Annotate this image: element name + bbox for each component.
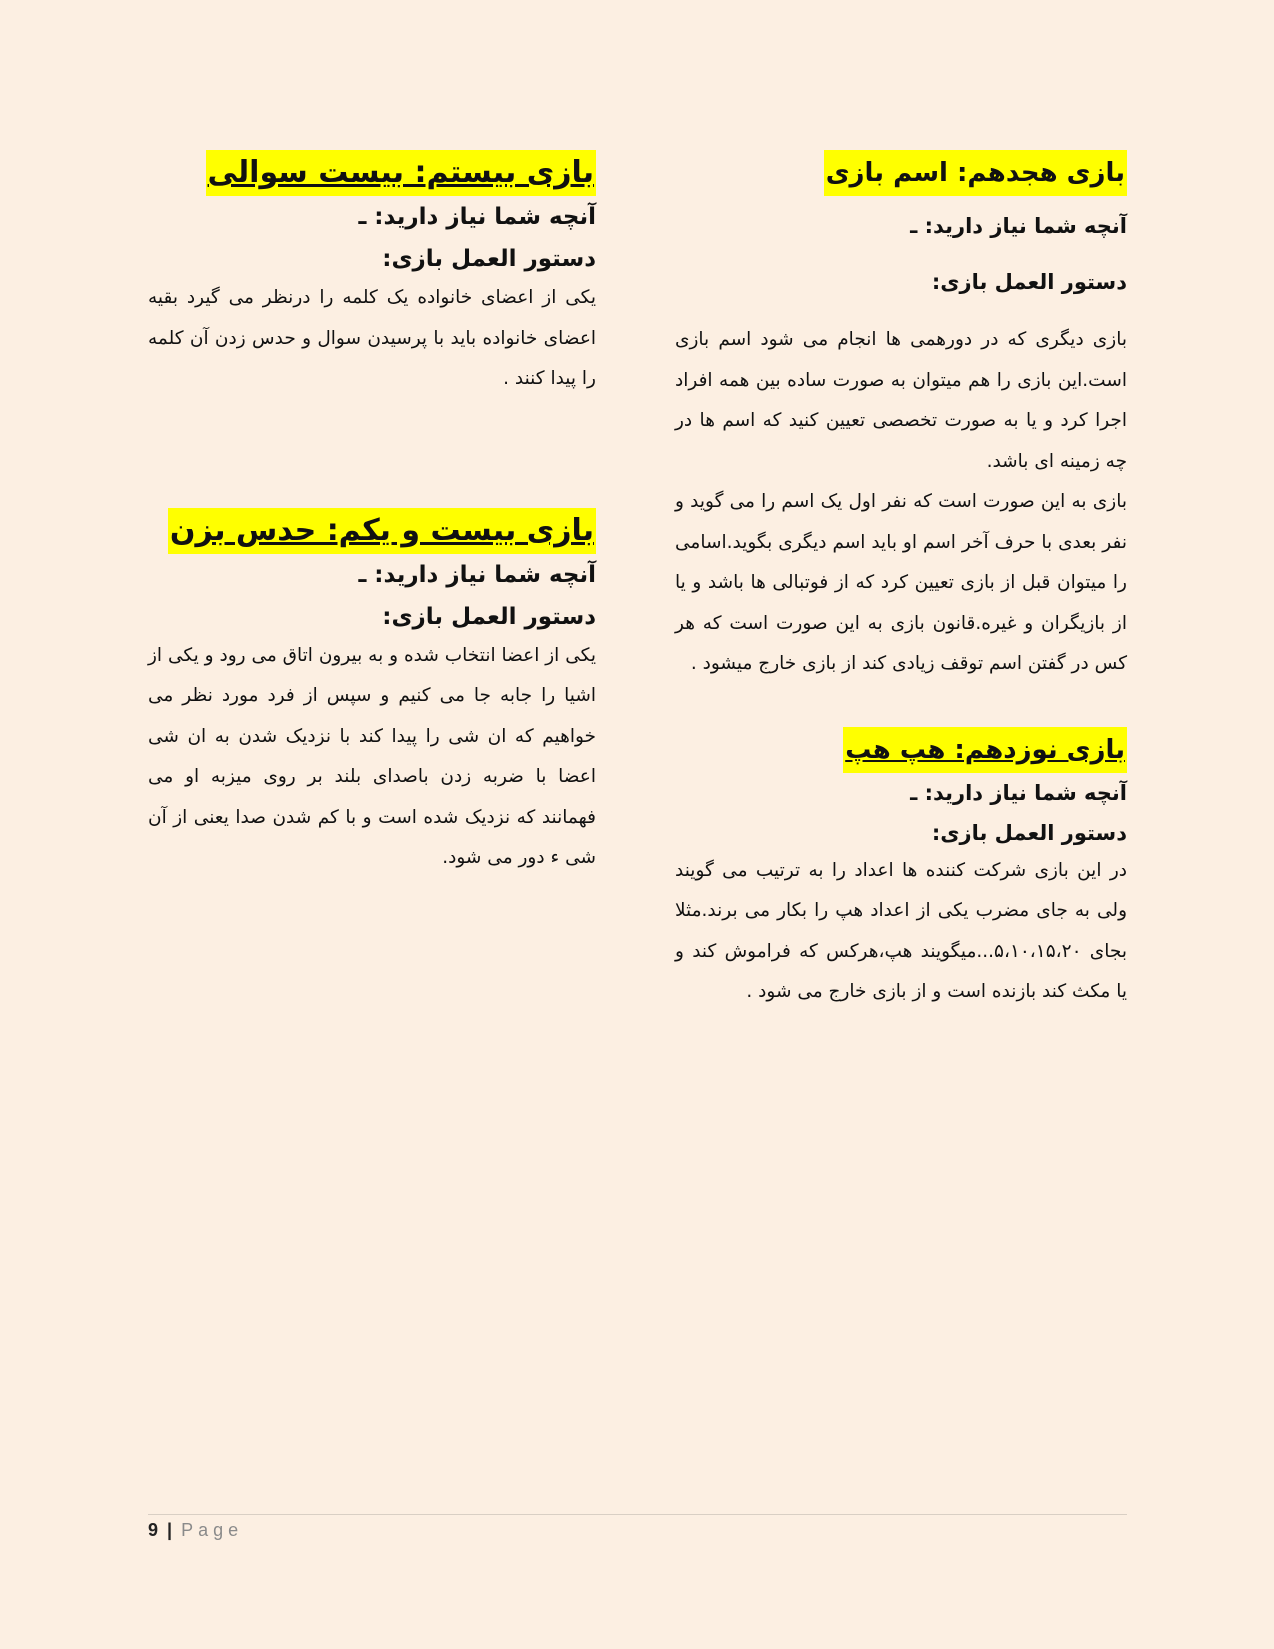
game-20-body: یکی از اعضای خانواده یک کلمه را درنظر می گیرد بقیه اعضای خانواده باید با پرسیدن سوال و حدس زدن آن کلمه را پیدا کنند .: [148, 287, 596, 389]
page-number: 9: [148, 1520, 159, 1540]
game-18-title: بازی هجدهم: اسم بازی: [824, 150, 1127, 196]
game-20-section: [148, 150, 596, 400]
game-19-title: بازی نوزدهم: هپ هپ: [843, 727, 1127, 773]
game-21-rules-label: دستور العمل بازی:: [382, 603, 596, 630]
game-18-needs: آنچه شما نیاز دارید: ـ: [910, 214, 1127, 238]
page-label: Page: [181, 1520, 244, 1540]
game-19-needs: آنچه شما نیاز دارید: ـ: [910, 780, 1127, 805]
game-18-body: بازی دیگری که در دورهمی ها انجام می شود اسم بازی است.این بازی را هم میتوان به صورت ساده بین همه افراد اجرا کرد و یا به صورت تخصصی تعیین کنید که اسم ها در چه زمینه ای باشد.: [675, 329, 1127, 472]
game-19-rules-label: دستور العمل بازی:: [931, 820, 1127, 845]
left-column: [148, 150, 596, 879]
game-20-rules-label: دستور العمل بازی:: [382, 246, 596, 272]
game-18-body-2: بازی به این صورت است که نفر اول یک اسم را می گوید و نفر بعدی با حرف آخر اسم او باید اسم دیگری بگوید.اسامی را میتوان قبل از بازی تعیین کرد که از فوتبالی ها باشد و یا از بازیگران و غیره.قانون بازی به این صورت است که هر کس در گفتن اسم توقف زیادی کند از بازی خارج میشود .: [675, 491, 1127, 674]
game-18-rules-label: دستور العمل بازی:: [931, 270, 1127, 294]
game-21-body: یکی از اعضا انتخاب شده و به بیرون اتاق می رود و یکی از اشیا را جابه جا می کنیم و سپس از فرد مورد نظر می خواهیم که ان شی را پیدا کند با نزدیک شدن به ان شی اعضا با ضربه زدن باصدای بلند بر روی میزبه او می فهمانند که نزدیک شده است و با کم شدن صدا یعنی از آن شی ء دور می شود.: [148, 644, 596, 868]
right-column: [675, 150, 1127, 1013]
page-footer: [148, 1520, 243, 1541]
game-21-title: بازی بیست و یکم: حدس بزن: [168, 508, 596, 554]
game-21-needs: آنچه شما نیاز دارید: ـ: [358, 561, 596, 588]
game-20-needs: آنچه شما نیاز دارید: ـ: [358, 204, 596, 230]
footer-separator: |: [167, 1520, 173, 1540]
game-19-body: در این بازی شرکت کننده ها اعداد را به ترتیب می گویند ولی به جای مضرب یکی از اعداد هپ را بکار می برند.مثلا بجای ۵،۱۰،۱۵،۲۰...میگویند هپ،هرکس که فراموش کند و یا مکث کند بازنده است و از بازی خارج می شود .: [675, 859, 1127, 1002]
game-19-section: [675, 727, 1127, 1013]
game-18-section: [675, 150, 1127, 685]
footer-divider: [148, 1514, 1127, 1515]
game-21-section: [148, 508, 596, 879]
game-20-title: بازی بیستم: بیست سوالی: [206, 150, 596, 196]
